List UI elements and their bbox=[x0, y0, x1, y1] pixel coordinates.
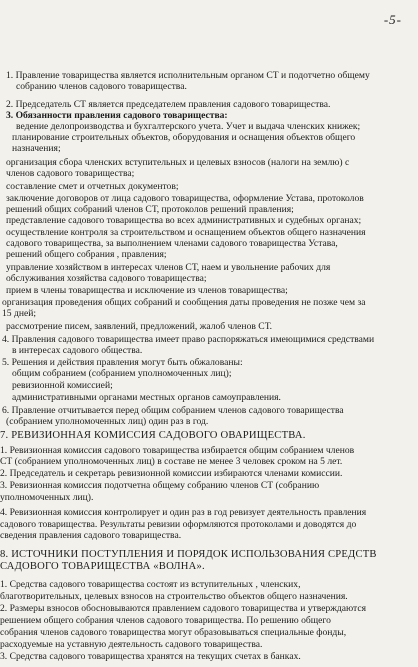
text-line: 3. Средства садового товарищества хранятся на текущих счетах в банках. bbox=[0, 651, 301, 662]
list-item: планирование строительных объектов, оборудования и оснащения объектов общего bbox=[12, 132, 356, 143]
text-line: 2. Размеры взносов обосновываются правлением садового товарищества и утверждаются bbox=[0, 603, 367, 614]
text-line: сведения правления садового товарищества. bbox=[0, 530, 182, 541]
text-line: 15 дней; bbox=[2, 308, 37, 319]
list-item: ревизионной комиссией; bbox=[12, 380, 113, 391]
list-item: представление садового товарищества во всех административных и судебных органах; bbox=[6, 215, 362, 226]
section-heading: 7. РЕВИЗИОННАЯ КОМИССИЯ САДОВОГО ОВАРИЩЕСТВА. bbox=[0, 430, 306, 441]
text-line: благотворительных, целевых взносов на строительство объектов общего назначения. bbox=[0, 591, 348, 602]
text-line: 1. Ревизионная комиссия садового товарищества избирается общим собранием членов bbox=[0, 445, 355, 456]
text-line: 4. Правления садового товарищества имеет право распоряжаться имеющимися средствами bbox=[2, 334, 375, 345]
text-line: в интересах садового общества. bbox=[12, 345, 143, 356]
text-line: решений общих собраний членов СТ, протоколов решений правления; bbox=[6, 204, 294, 215]
section-heading: САДОВОГО ТОВАРИЩЕСТВА «ВОЛНА». bbox=[0, 561, 205, 572]
list-item: организация проведения общих собраний и сообщения даты проведения не позже чем за bbox=[2, 297, 366, 308]
text-line: 1. Средства садового товарищества состоят из вступительных , членских, bbox=[0, 579, 301, 590]
list-item: управление хозяйством в интересах членов СТ, наем и увольнение рабочих для bbox=[6, 262, 331, 273]
text-line: решением общего собрания членов садового товарищества. По решению общего bbox=[0, 615, 331, 626]
section-heading: 8. ИСТОЧНИКИ ПОСТУПЛЕНИЯ И ПОРЯДОК ИСПОЛЬЗОВАНИЯ СРЕДСТВ bbox=[0, 549, 377, 560]
text-line: 2. Председатель и секретарь ревизионной комиссии избираются членами комиссии. bbox=[0, 468, 343, 479]
text-line: членов садового товарищества; bbox=[6, 168, 135, 179]
text-line: 5. Решения и действия правления могут быть обжалованы: bbox=[2, 357, 243, 368]
text-line: садового товарищества. Результаты ревизии оформляются протоколами и доводятся до bbox=[0, 519, 357, 530]
list-item: заключение договоров от лица садового товарищества, оформление Устава, протоколов bbox=[6, 193, 364, 204]
list-item: ведение делопроизводства и бухгалтерского учета. Учет и выдача членских книжек; bbox=[16, 121, 361, 132]
text-line: решений общего собрания , правления; bbox=[6, 249, 167, 260]
list-item: рассмотрение писем, заявлений, предложений, жалоб членов СТ. bbox=[6, 321, 272, 332]
text-line: 4. Ревизионная комиссия контролирует и один раз в год ревизует деятельность правления bbox=[0, 507, 367, 518]
text-line: расходуемые на уставную деятельность садового товарищества. bbox=[0, 639, 263, 650]
subsection-heading: 3. Обязанности правления садового товарищества: bbox=[6, 110, 228, 121]
text-line: 3. Ревизионная комиссия подотчетна общему собранию членов СТ (собранию bbox=[0, 480, 320, 491]
text-line: 6. Правление отчитывается перед общим собранием членов садового товарищества bbox=[2, 405, 344, 416]
text-line: садового товарищества, за выполнением членами садового товарищества Устава, bbox=[6, 238, 338, 249]
text-line: (собранием уполномоченных лиц) один раз в год. bbox=[6, 416, 209, 427]
text-line: собранию членов садового товарищества. bbox=[16, 81, 187, 92]
text-line: назначения; bbox=[12, 143, 61, 154]
list-item: прием в члены товарищества и исключение из членов товарищества; bbox=[6, 285, 288, 296]
text-line: 1. Правление товарищества является исполнительным органом СТ и подотчетно общему bbox=[6, 70, 370, 81]
text-line: уполномоченных лиц). bbox=[0, 492, 94, 503]
text-line: собрания членов садового товарищества могут образовываться специальные фонды, bbox=[0, 627, 347, 638]
list-item: административными органами местных органов самоуправления. bbox=[12, 392, 281, 403]
list-item: организация сбора членских вступительных и целевых взносов (налоги на землю) с bbox=[6, 157, 350, 168]
text-line: обслуживания хозяйства садового товарищества; bbox=[6, 273, 207, 284]
page-number: -5- bbox=[383, 12, 402, 27]
list-item: осуществление контроля за строительством и оснащением объектов общего назначения bbox=[6, 227, 366, 238]
list-item: общим собранием (собранием уполномоченных лиц); bbox=[12, 368, 232, 379]
list-item: составление смет и отчетных документов; bbox=[6, 181, 179, 192]
text-line: СТ (собранием уполномоченных лиц) в составе не менее 3 человек сроком на 5 лет. bbox=[0, 456, 343, 467]
text-line: 2. Председатель СТ является председателем правления садового товарищества. bbox=[6, 99, 331, 110]
